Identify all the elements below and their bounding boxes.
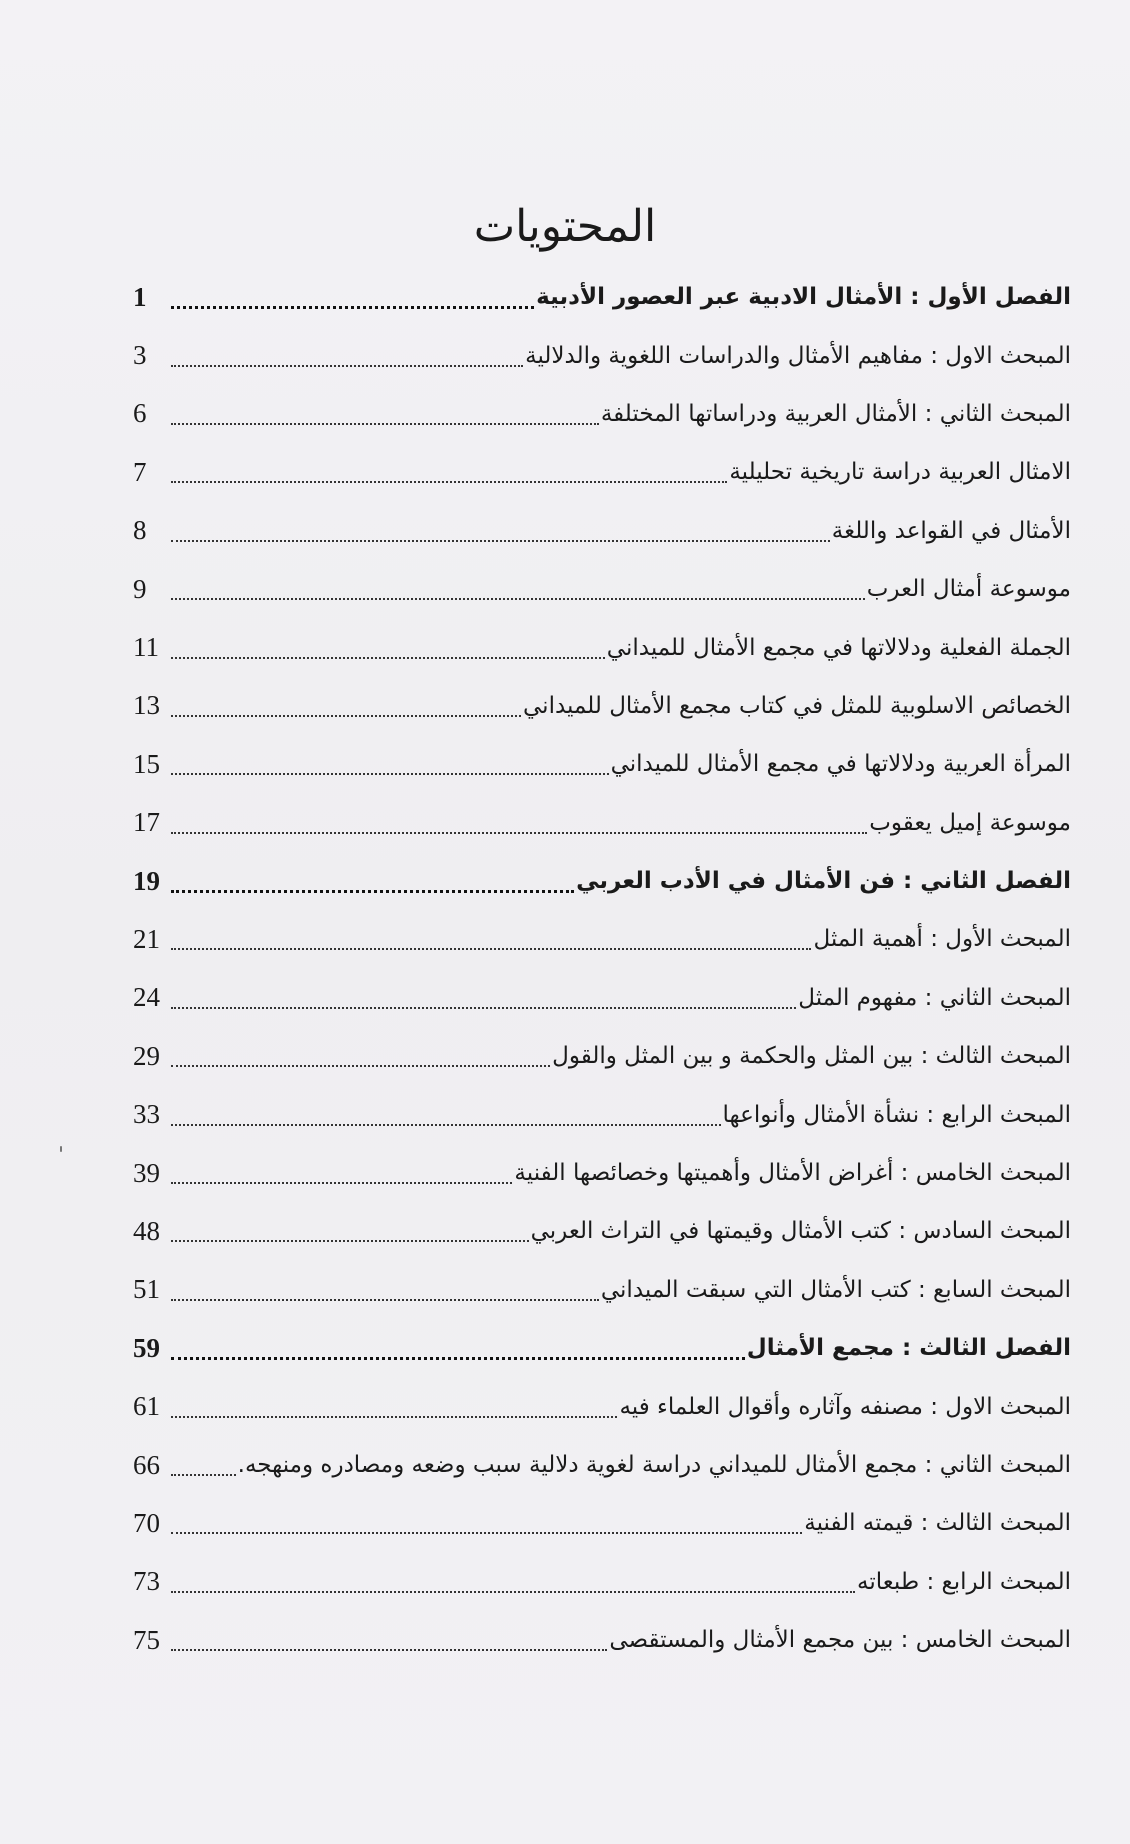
toc-section-row [133,969,1071,1027]
toc-entry-label: الجملة الفعلية ودلالاتها في مجمع الأمثال للميداني [606,634,1071,661]
toc-page-number: 15 [133,748,160,779]
toc-entry-label: المبحث الثاني : الأمثال العربية ودراساتها المختلفة [600,400,1071,427]
toc-chapter-row [133,268,1071,326]
toc-page-number: 8 [133,515,147,546]
toc-section-row [133,385,1071,443]
dot-leader [171,715,521,717]
dot-leader [171,365,523,367]
toc-chapter-row [133,1319,1071,1377]
dot-leader [171,890,574,893]
toc-page-number: 73 [133,1566,160,1597]
toc-page-number: 70 [133,1507,160,1538]
dot-leader [171,1065,550,1067]
toc-entry-label: موسوعة إميل يعقوب [869,809,1071,836]
toc-page-number: 59 [133,1332,160,1363]
toc-section-row [133,1261,1071,1319]
toc-entry-label: المرأة العربية ودلالاتها في مجمع الأمثال للميداني [610,751,1071,778]
dot-leader [171,1240,529,1242]
dot-leader [171,540,830,542]
toc-section-row [133,1611,1071,1669]
dot-leader [171,306,534,309]
toc-page-number: 24 [133,982,160,1013]
toc-chapter-row [133,852,1071,910]
toc-entry-label: المبحث الأول : أهمية المثل [813,926,1071,953]
toc-page-number: 1 [133,281,147,312]
toc-page-number: 13 [133,690,160,721]
toc-page-number: 7 [133,456,147,487]
dot-leader [171,1416,617,1418]
toc-page-number: 21 [133,923,160,954]
toc-entry-label: الخصائص الاسلوبية للمثل في كتاب مجمع الأمثال للميداني [523,692,1071,719]
toc-entry-label: المبحث الرابع : طبعاته [857,1568,1071,1595]
toc-section-row [133,560,1071,618]
toc-page-number: 3 [133,340,147,371]
toc-section-row [133,910,1071,968]
toc-page-number: 75 [133,1624,160,1655]
toc-section-row [133,1436,1071,1494]
toc-section-row [133,1027,1071,1085]
dot-leader [171,1474,236,1476]
dot-leader [171,1299,599,1301]
toc-section-row [133,735,1071,793]
toc-page-number: 19 [133,865,160,896]
toc-entry-label: المبحث الاول : مصنفه وآثاره وأقوال العلماء فيه [619,1393,1071,1420]
dot-leader [171,1124,721,1126]
dot-leader [171,1649,607,1651]
table-of-contents [133,268,1071,1669]
toc-entry-label: الفصل الأول : الأمثال الادبية عبر العصور الأدبية [536,284,1071,311]
toc-section-row [133,618,1071,676]
dot-leader [171,832,867,834]
toc-section-row [133,1494,1071,1552]
toc-entry-label: المبحث الثاني : مجمع الأمثال للميداني دراسة لغوية دلالية سبب وضعه ومصادره ومنهجه. [237,1452,1071,1478]
dot-leader [171,598,865,600]
toc-section-row [133,443,1071,501]
toc-entry-label: المبحث الثالث : قيمته الفنية [804,1510,1071,1537]
margin-mark [60,1146,62,1152]
toc-section-row [133,1085,1071,1143]
toc-entry-label: المبحث الخامس : بين مجمع الأمثال والمستقصى [609,1627,1071,1654]
toc-section-row [133,326,1071,384]
dot-leader [171,1007,796,1009]
dot-leader [171,1357,745,1360]
toc-page-number: 9 [133,573,147,604]
dot-leader [171,1182,512,1184]
dot-leader [171,657,605,659]
toc-section-row [133,502,1071,560]
toc-page-number: 51 [133,1274,160,1305]
dot-leader [171,948,811,950]
toc-entry-label: المبحث الرابع : نشأة الأمثال وأنواعها [722,1101,1071,1128]
toc-section-row [133,1144,1071,1202]
page-title: المحتويات [473,201,657,253]
toc-page-number: 66 [133,1449,160,1480]
toc-section-row [133,794,1071,852]
toc-section-row [133,1202,1071,1260]
dot-leader [171,481,727,483]
toc-page-number: 33 [133,1099,160,1130]
toc-entry-label: المبحث السادس : كتب الأمثال وقيمتها في التراث العربي [530,1218,1071,1245]
toc-entry-label: المبحث الاول : مفاهيم الأمثال والدراسات اللغوية والدلالية [525,342,1071,369]
toc-entry-label: المبحث السابع : كتب الأمثال التي سبقت الميداني [600,1276,1071,1303]
dot-leader [171,773,609,775]
toc-section-row [133,1377,1071,1435]
toc-page-number: 48 [133,1215,160,1246]
toc-entry-label: الامثال العربية دراسة تاريخية تحليلية [729,459,1071,486]
toc-entry-label: المبحث الثاني : مفهوم المثل [798,984,1071,1011]
dot-leader [171,1532,802,1534]
toc-entry-label: المبحث الثالث : بين المثل والحكمة و بين المثل والقول [552,1043,1071,1070]
toc-page-number: 61 [133,1391,160,1422]
dot-leader [171,1591,855,1593]
toc-entry-label: الأمثال في القواعد واللغة [831,517,1071,544]
toc-page-number: 6 [133,398,147,429]
toc-entry-label: الفصل الثاني : فن الأمثال في الأدب العربي [576,868,1071,895]
toc-entry-label: موسوعة أمثال العرب [866,576,1071,603]
dot-leader [171,423,599,425]
toc-page-number: 11 [133,632,159,663]
toc-page-number: 17 [133,807,160,838]
toc-section-row [133,677,1071,735]
toc-entry-label: الفصل الثالث : مجمع الأمثال [746,1335,1071,1362]
toc-section-row [133,1553,1071,1611]
toc-entry-label: المبحث الخامس : أغراض الأمثال وأهميتها وخصائصها الفنية [514,1160,1071,1187]
toc-page-number: 39 [133,1157,160,1188]
toc-page-number: 29 [133,1040,160,1071]
